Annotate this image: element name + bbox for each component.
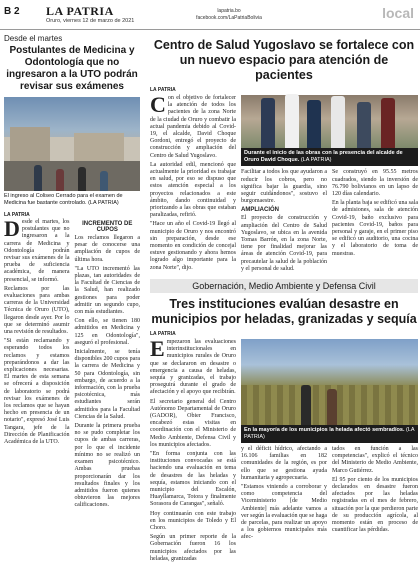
bottom-body-col3: tados en función a las competencias", explicó el técnico del Ministerio de Medio Ambiente, Marco Gutiérrez. El 95 por ciento de los municipios declarados en desastre fueron afectados por las heladas registradas en el mes de febrero, situación por la que perdieron parte de su producción agrícola, al momento están en proceso de cuantificar las pérdidas. — [332, 446, 418, 534]
right-column — [150, 34, 418, 562]
page-header — [0, 0, 420, 30]
top-byline: LA PATRIA — [150, 87, 176, 93]
bottom-headline: Tres instituciones evalúan desastre en municipios por heladas, granizadas y sequía — [151, 297, 417, 326]
top-body-col2: Facilitar a todos los que ayudaron a reducir los cobros, pero no significa bajar la guardia, sino seguir cuidándonos", sostuvo el burgomaestre. AMPLIACIÓN El proyecto de construcción y ampliación del Centro de Salud Yugoslavo, se ubica en la avenida Tomas Barrón, en la zona Norte, tiene por finalidad mejorar las áreas de atención Covid-19, para precautelar la salud de la población y el personal de salud. — [241, 169, 327, 272]
section-band: Gobernación, Medio Ambiente y Defensa Civil — [150, 279, 418, 293]
left-kicker: Desde el martes — [4, 34, 63, 43]
bottom-body-col1: Empezaron las evaluaciones interinstitucionales en municipios rurales de Oruro que se declararon en desastre o emergencia a causa de heladas, sequía y granizadas, el trabajo proseguirá durante el grado de afectación y el apoyo que recibirán. El secretario general del Centro Autónomo Departamental de Oruro (GADOR), Obier Francisco, encabezó estas visitas en coordinación con el Ministerio de Medio Ambiente, Defensa Civil y los municipios afectados. "En forma conjunta con las instituciones convocadas se está haciendo una evaluación en tema de desastres de las heladas y sequía, estamos iniciando con el municipio del Escalón, Huayllamarca, Totora y finalmente Sorasora de Carangas", señaló. Hoy continuarán con este trabajo en los municipios de Toledo y El Choro. Según un primer reporte de la Gobernación fueron 16 los municipios afectados por las heladas, granizadas — [150, 336, 236, 562]
masthead: LA PATRIA — [46, 4, 114, 18]
top-headline: Centro de Salud Yugoslavo se fortalece con un nuevo espacio para atención de pacientes — [153, 38, 415, 82]
top-photo — [241, 95, 418, 148]
top-photo-caption: Durante el inicio de las obras con la presencia del alcalde de Oruro David Choque. (LA PATRIA) — [241, 148, 418, 166]
left-body-col2: INCREMENTO DE CUPOS Los reclamos llegaron a pesar de conocerse una ampliación de cupos de última hora. "La UTO incrementó las plazas, tan autoridades de la Facultad de Ciencias de la Salud, han realizado gestiones para poder admitir un segundo cupo, con más estudiantes. Con ello, se tienen 180 admitidos en Medicina y 125 en Odontología", aseguró el profesional. Inicialmente, se tenía disponibles 200 cupos para la carrera de Medicina y 50 para Odontología, sin embargo, de acuerdo a la información, con la prueba psicotécnica, más estudiantes serán admitidos para la Facultad Ciencias de la Salud. Durante la primera prueba no se pudo completar los cupos de ambas carreras, por lo que el incidente mínimo no se realizó un examen psicotécnico. Ambas pruebas proporcionarán dar los resultados finales y los admitidos fueron quienes obtuvieron las mejores calificaciones. — [74, 221, 140, 509]
issue-date: Oruro, viernes 12 de marzo de 2021 — [46, 18, 135, 24]
left-headline: Postulantes de Medicina y Odontología que no ingresaron a la UTO podrán revisar sus exámenes — [6, 45, 138, 92]
website-link[interactable]: lapatria.bo — [217, 8, 241, 14]
left-drop-cap: D — [4, 216, 20, 241]
bottom-drop-cap: E — [150, 336, 165, 361]
top-drop-cap: C — [150, 92, 166, 117]
top-subhead: AMPLIACIÓN — [241, 207, 279, 214]
left-body-col1: Desde el martes, los postulantes que no ingresaron a la carrera de Medicina y Odontología podrán revisar sus exámenes de la prueba de suficiencia académica, de manera presencial, se informó. Reclamos por las evaluaciones para ambas carreras de la Universidad Técnica de Oruro (UTO), llegaron desde ayer. Por lo que se determinó asumir una revisión de resultados. "Si están reclamando y esperando todos los reclamos y estamos preparándonos a dar las explicaciones necesarias. El martes de esta semana se ofrecerá a disposición de laboratorio se podrá revisar los exámenes de los reclamos que se hayan hecho en presencia de un notario", expresó José Luis Tangara, jefe de la Dirección de Planificación Académica de la UTO. — [4, 216, 70, 446]
bottom-photo-caption: En la mayoría de los municipios la helada afectó sembradíos. (LA PATRIA) — [241, 425, 418, 443]
left-photo-caption: El ingreso al Coliseo Cerrado para el examen de Medicina fue bastante controlado. (LA PATRIA) — [4, 193, 123, 206]
top-body-col1: Con el objetivo de fortalecer la atención de todos los pacientes de la zona Norte de la ciudad de Oruro y combatir la actual pandemia debido al Covid-19, el alcalde, David Choque Gordoni, entregó el proyecto de construcción y ampliación del Centro de Salud Yugoslavo. La autoridad edil, mencionó que actualmente la prioridad es trabajar en salud, por eso se dispuso que estos atención especial a los proyectos relacionados a este ámbito, dando continuidad y priorizando a las obras que estaban paralizadas, refirió. "Hace un año el Covid-19 llegó al municipio de Oruro y nos encontró sin preparación, desde ese momento en condición de concejal estuve gestionando y ahora hemos logrado algo importante para la zona Norte", dijo. — [150, 92, 236, 271]
facebook-link[interactable]: facebook.com/LaPatriaBolivia — [196, 15, 262, 21]
left-subhead: INCREMENTO DE CUPOS — [82, 221, 133, 233]
page-number: B 2 — [4, 6, 20, 17]
left-byline: LA PATRIA — [4, 212, 30, 218]
section-label: local — [382, 5, 414, 21]
web-links — [184, 8, 274, 22]
bottom-photo — [241, 339, 418, 425]
bottom-byline: LA PATRIA — [150, 331, 176, 337]
left-article — [0, 34, 144, 534]
top-body-col3: Se construyó en 95.55 metros cuadrados, siendo la inversión de 76.790 bolivianos en un lapso de 120 días calendario. En la planta baja se edificó una sala de admisiones, sala de atención Covid-19, baño exclusivo para pacientes Covid-19, baños para personal y garaje, en el primer piso se edificó un auditorio, una cocina y el laboratorio de toma de muestras. — [332, 169, 418, 257]
bottom-body-col2: y el déficit hídrico, afectando a 16.106 familias en 182 comunidades de la región, es por ello que se gestiona ayuda humanitaria y agropecuaria. "Estamos viniendo a corroborar y como competencia del Viceministerio [de Medio Ambiente] más adelante vamos a ver según la evaluación que se haga de parcelas, para realizar un apoyo a los gobiernos municipales más afec- — [241, 446, 327, 541]
left-photo — [4, 97, 140, 191]
